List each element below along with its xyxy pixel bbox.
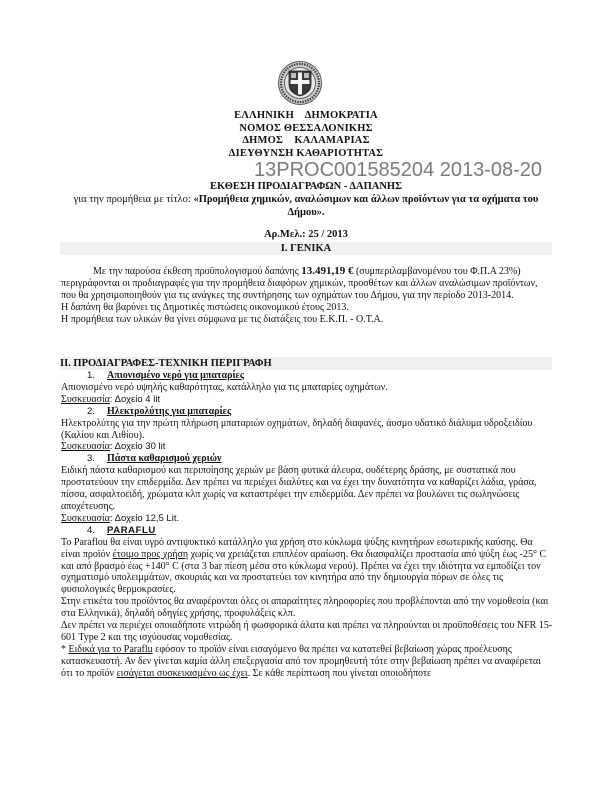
- subject-prefix: για την προμήθεια με τίτλο:: [73, 194, 194, 205]
- intro-text-cont: (συμπεριλαμβανομένου του Φ.Π.Α 23%) περιγράφονται οι προδιαγραφές για την προμήθεια διαφόρων χημικών, προσθέτων και άλλων αναλώσιμων προϊόντων, που θα χρησιμοποιηθούν για τις ανάγκες της συντήρησης των οχημάτων του Δήμου, για την περίοδο 2013-2014.: [61, 266, 538, 301]
- budget-amount: 13.491,19 €: [301, 265, 354, 277]
- intro-text: Με την παρούσα έκθεση προϋπολογισμού δαπάνης: [93, 266, 302, 277]
- reference-number: Αρ.Μελ.: 25 / 2013: [264, 229, 348, 240]
- greek-coat-of-arms-seal-icon: [277, 60, 323, 106]
- paraflu-text-cont: χωρίς να χρειάζεται επιπλέον αραίωση. Θα διασφαλίζει προστασία από ψύξη έως -25° C και από βρασμό έως +140° C (στα 3 bar πίεση μέσα στο κύκλωμα νερού). Πρέπει να έχει την ιδιότητα να εμποδίζει τον σχηματισμό υπολειμμάτων, σκουριάς και να προστατεύει τον κινητήρα από την δημιουργία πόρων σε όλες τις φυσιολογικές θερμοκρασίες.: [61, 548, 547, 596]
- item-number: 3.: [87, 453, 95, 465]
- packaging-value: : Δοχείο 30 lit: [109, 441, 166, 453]
- paraflu-ready-to-use: έτοιμο προς χρήση: [112, 548, 189, 560]
- paraflu-text: Το Paraflou θα είναι υγρό αντιψυκτικό κατάλληλο για χρήση στο κύκλωμα ψύξης κινητήρων εσωτερικής καύσης. Θα είναι προϊόν: [61, 536, 533, 560]
- item-description: Ειδική πάστα καθαρισμού και περιποίησης χεριών με βάση φυτικά άλευρα, ουδέτερης δράσης, με συστατικά που προστατεύουν την επιδερμίδα. Δεν πρέπει να περιέχει διαλύτες και να έχει την δυνατότητα να καθαρίζει λάδια, γράσα, πίσσα, ασφαλτοειδή, χρώματα κλπ χωρίς να καταστρέφει την επιδερμίδα. Δεν πρέπει να βουλώνει τις σωληνώσεις αποχέτευσης.: [61, 465, 537, 512]
- item-heading: [61, 525, 553, 537]
- document-subject: [60, 194, 552, 219]
- header-line-directorate: ΔΙΕΥΘΥΝΣΗ ΚΑΘΑΡΙΟΤΗΤΑΣ: [228, 147, 384, 159]
- general-intro-paragraph: [61, 266, 553, 302]
- item-title: Πάστα καθαρισμού χεριών: [107, 453, 222, 465]
- section-general-body: [61, 266, 553, 326]
- section-heading-general: Ι. ΓΕΝΙΚΑ: [60, 242, 552, 255]
- subject-title: «Προμήθεια χημικών, αναλώσιμων και άλλων προϊόντων για τα οχήματα του Δήμου».: [193, 194, 539, 218]
- header-line-municipality: ΔΗΜΟΣ ΚΑΛΑΜΑΡΙΑΣ: [242, 135, 370, 146]
- header-line-republic: ΕΛΛΗΝΙΚΗ ΔΗΜΟΚΡΑΤΙΑ: [234, 110, 378, 121]
- issuer-header: [100, 110, 512, 160]
- document-title: ΕΚΘΕΣΗ ΠΡΟΔΙΑΓΡΑΦΩΝ - ΔΑΠΑΝΗΣ: [210, 181, 402, 192]
- item-number: 2.: [87, 405, 95, 417]
- budget-line: Η δαπάνη θα βαρύνει τις Δημοτικές πιστώσεις οικονομικού έτους 2013.: [61, 301, 349, 313]
- packaging-label: Συσκευασία: [61, 441, 110, 453]
- packaging-value: : Δοχείο 4 lit: [109, 393, 161, 405]
- item-packaging: [61, 441, 553, 453]
- item-heading: [61, 370, 553, 382]
- item-number: 4.: [87, 524, 95, 536]
- section-specifications-body: [61, 370, 553, 680]
- paraflu-standards: Δεν πρέπει να περιέχει οποιαδήποτε νιτρώδη ή φωσφορικά άλατα και πρέπει να πληρούνται οι προϋποθέσεις του NFR 15-601 Type 2 και της ισχύουσας νομοθεσίας.: [61, 620, 553, 643]
- item-description: Απιονισμένο νερό υψηλής καθαρότητας, κατάλληλο για τις μπαταρίες οχημάτων.: [61, 381, 388, 393]
- item-heading: [61, 453, 553, 465]
- item-heading: [61, 406, 553, 418]
- header-line-prefecture: ΝΟΜΟΣ ΘΕΣΣΑΛΟΝΙΚΗΣ: [239, 122, 373, 134]
- item-packaging: [61, 394, 553, 406]
- imported-packaged-as-is: εισάγεται συσκευασμένο ως έχει: [116, 667, 248, 679]
- import-note-text-cont: . Σε κάθε περίπτωση που γίνεται οποιοδήποτε: [247, 667, 432, 679]
- item-title: Απιονισμένο νερό για μπαταρίες: [107, 370, 245, 381]
- item-packaging: [61, 513, 553, 525]
- item-number: 1.: [87, 370, 95, 381]
- import-note-text: εφόσον το προϊόν είναι εισαγόμενο θα πρέπει να κατατεθεί βεβαίωση χώρας προέλευσης κατασκευαστή. Αν δεν γίνεται καμία άλλη επεξεργασία από τον προμηθευτή τότε στην βεβαίωση πρέπει να αναφέρεται ότι το προϊόν: [61, 643, 541, 679]
- item-title: PARAFLU: [107, 524, 156, 536]
- paraflu-special-note: Ειδικά για το Paraflu: [68, 643, 153, 655]
- packaging-value: : Δοχείο 12,5 Lit.: [109, 512, 180, 524]
- item-description: Ηλεκτρολύτης για την πρώτη πλήρωση μπαταριών οχημάτων, δηλαδή διαφανές, άοσμο υδατικό διάλυμα υδροξειδίου (Καλίου και Λιθίου).: [61, 417, 533, 441]
- asterisk: *: [61, 643, 69, 655]
- packaging-label: Συσκευασία: [61, 512, 110, 524]
- registry-watermark: 13PROC001585204 2013-08-20: [254, 159, 542, 181]
- paraflu-import-note: [61, 644, 553, 680]
- procurement-law-line: Η προμήθεια των υλικών θα γίνει σύμφωνα με τις διατάξεις του Ε.Κ.Π. - Ο.Τ.Α.: [61, 313, 384, 325]
- paraflu-label-requirements: Στην ετικέτα του προϊόντος θα αναφέρονται όλες οι απαραίτητες πληροφορίες που προβλέπονται από την νομοθεσία (και στα Ελληνικά), δηλαδή οδηγίες χρήσης, προφυλάξεις κλπ.: [61, 596, 549, 620]
- item-title: Ηλεκτρολύτης για μπαταρίες: [107, 405, 232, 417]
- packaging-label: Συσκευασία: [61, 393, 110, 405]
- section-heading-specifications: ΙΙ. ΠΡΟΔΙΑΓΡΑΦΕΣ-ΤΕΧΝΙΚΗ ΠΕΡΙΓΡΑΦΗ: [60, 357, 552, 370]
- paraflu-description: [61, 537, 553, 597]
